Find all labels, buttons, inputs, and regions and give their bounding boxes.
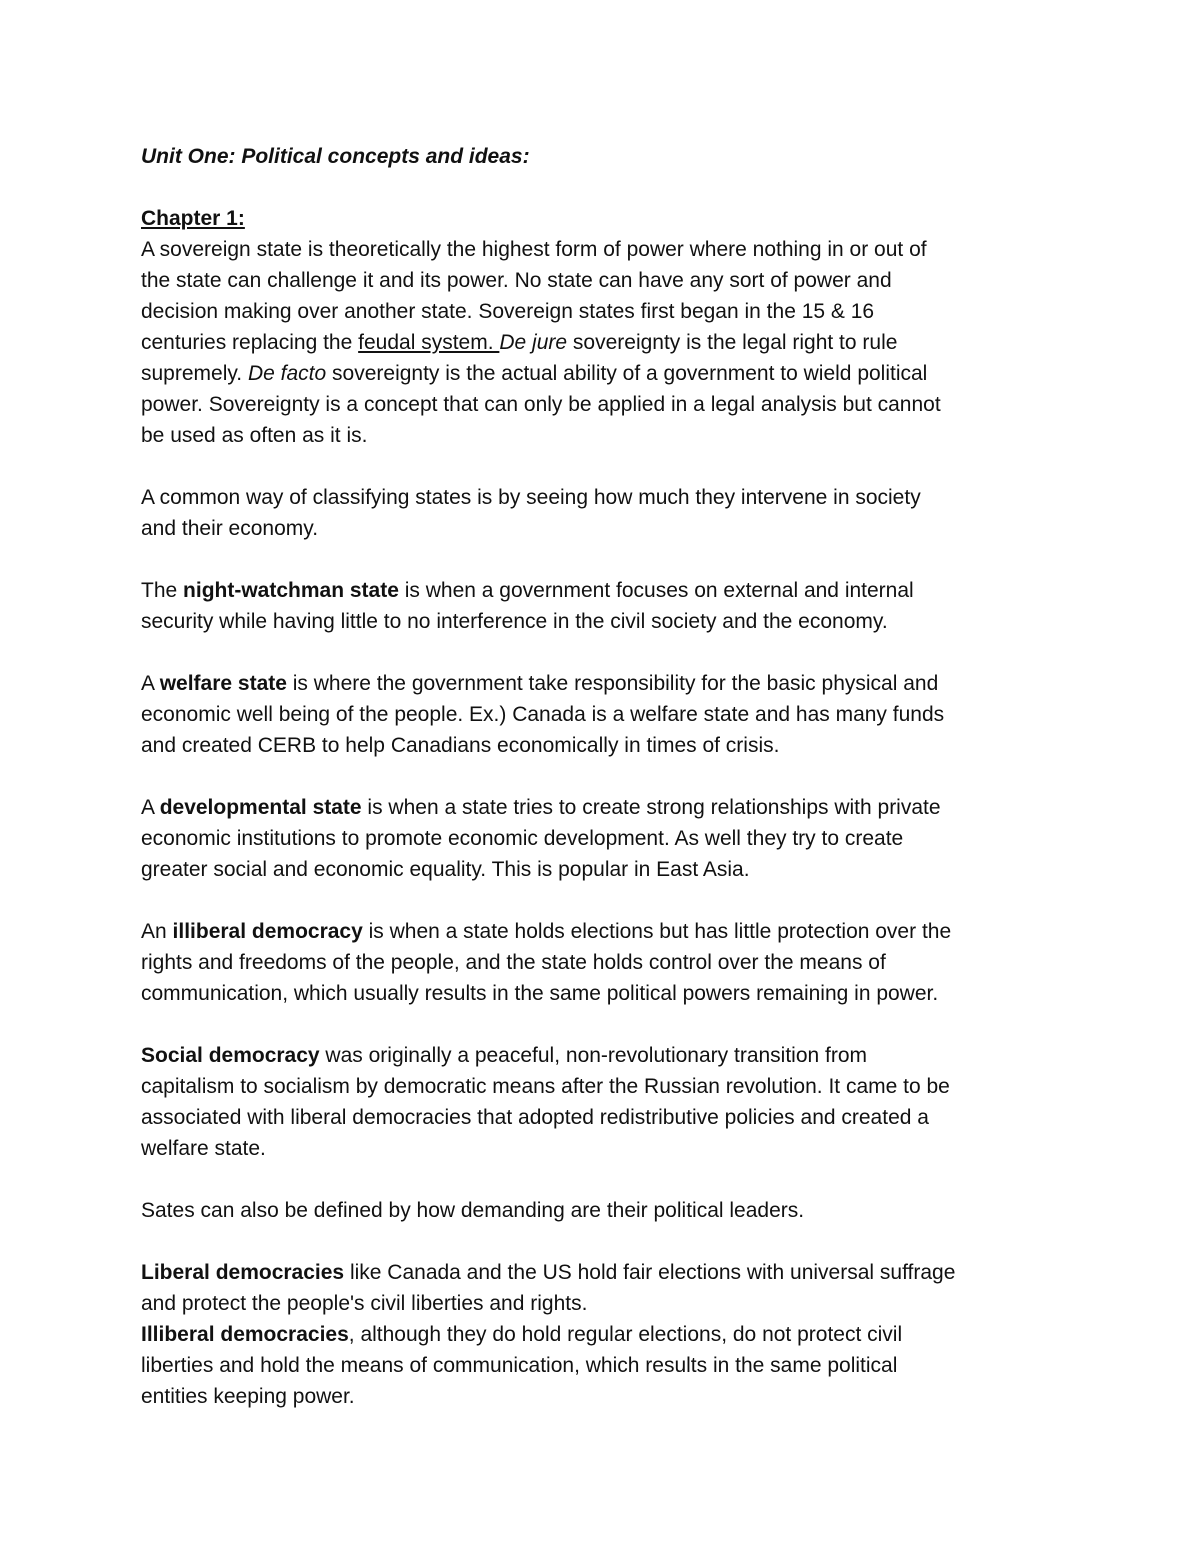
spacer <box>141 1009 1061 1040</box>
spacer <box>141 1226 1061 1257</box>
term-liberal-democracies: Liberal democracies <box>141 1261 345 1284</box>
term-night-watchman-state: night-watchman state <box>183 579 399 602</box>
text-run: A <box>141 796 160 819</box>
de-jure-term: De jure <box>499 331 568 354</box>
page-title: Unit One: Political concepts and ideas: <box>141 145 530 168</box>
paragraph-developmental-state <box>141 792 1061 885</box>
text-line: the state can challenge it and its power. No state can have any sort of power and <box>141 269 892 292</box>
spacer <box>141 885 1061 916</box>
text-run: is when a state tries to create strong relationships with private <box>361 796 941 819</box>
text-line: be used as often as it is. <box>141 424 368 447</box>
text-run: A <box>141 672 160 695</box>
spacer <box>141 637 1061 668</box>
text-line: entities keeping power. <box>141 1385 355 1408</box>
text-run: centuries replacing the <box>141 331 359 354</box>
paragraph-welfare-state <box>141 668 1061 761</box>
paragraph-political-leaders <box>141 1195 1061 1226</box>
text-line: A sovereign state is theoretically the highest form of power where nothing in or out of <box>141 238 927 261</box>
text-line: and created CERB to help Canadians economically in times of crisis. <box>141 734 780 757</box>
text-line <box>141 1319 1061 1350</box>
text-line: decision making over another state. Sovereign states first began in the 15 & 16 <box>141 300 875 323</box>
paragraph-illiberal-democracies <box>141 1319 1061 1412</box>
paragraph-illiberal-democracy <box>141 916 1061 1009</box>
text-line <box>141 668 1061 699</box>
text-line: and their economy. <box>141 517 319 540</box>
paragraph-sovereign-state <box>141 234 1061 451</box>
text-line: and protect the people's civil liberties and rights. <box>141 1292 588 1315</box>
text-line <box>141 916 1061 947</box>
term-illiberal-democracies: Illiberal democracies <box>141 1323 349 1346</box>
spacer <box>141 172 1061 203</box>
text-line: communication, which usually results in the same political powers remaining in power. <box>141 982 939 1005</box>
spacer <box>141 544 1061 575</box>
text-line: Sates can also be defined by how demanding are their political leaders. <box>141 1199 805 1222</box>
text-line: economic institutions to promote economic development. As well they try to create <box>141 827 904 850</box>
paragraph-classifying-states <box>141 482 1061 544</box>
text-line: economic well being of the people. Ex.) Canada is a welfare state and has many funds <box>141 703 945 726</box>
de-facto-term: De facto <box>247 362 327 385</box>
text-line: capitalism to socialism by democratic means after the Russian revolution. It came to be <box>141 1075 950 1098</box>
term-developmental-state: developmental state <box>159 796 362 819</box>
spacer <box>141 1164 1061 1195</box>
paragraph-night-watchman-state <box>141 575 1061 637</box>
text-run: was originally a peaceful, non-revolutionary transition from <box>319 1044 868 1067</box>
text-line: associated with liberal democracies that adopted redistributive policies and created a <box>141 1106 929 1129</box>
text-line <box>141 1257 1061 1288</box>
paragraph-social-democracy <box>141 1040 1061 1164</box>
text-line: rights and freedoms of the people, and the state holds control over the means of <box>141 951 886 974</box>
spacer <box>141 451 1061 482</box>
text-line: A common way of classifying states is by seeing how much they intervene in society <box>141 486 921 509</box>
text-run: supremely. <box>141 362 248 385</box>
text-line <box>141 575 1061 606</box>
text-line <box>141 792 1061 823</box>
text-run: is when a state holds elections but has little protection over the <box>362 920 952 943</box>
text-run: sovereignty is the actual ability of a government to wield political <box>326 362 928 385</box>
feudal-system-underlined: feudal system. <box>358 331 500 354</box>
text-run: is when a government focuses on external and internal <box>398 579 914 602</box>
document-body <box>141 141 1061 1412</box>
text-line: greater social and economic equality. This is popular in East Asia. <box>141 858 750 881</box>
chapter-heading: Chapter 1: <box>141 207 245 230</box>
text-run: sovereignty is the legal right to rule <box>567 331 898 354</box>
text-line: security while having little to no interference in the civil society and the economy. <box>141 610 888 633</box>
term-welfare-state: welfare state <box>159 672 287 695</box>
text-line: welfare state. <box>141 1137 266 1160</box>
text-run: is where the government take responsibility for the basic physical and <box>286 672 939 695</box>
text-run: like Canada and the US hold fair elections with universal suffrage <box>344 1261 956 1284</box>
spacer <box>141 761 1061 792</box>
text-run: The <box>141 579 184 602</box>
term-illiberal-democracy: illiberal democracy <box>172 920 363 943</box>
text-run: An <box>141 920 173 943</box>
text-line <box>141 1040 1061 1071</box>
text-line: power. Sovereignty is a concept that can only be applied in a legal analysis but cannot <box>141 393 941 416</box>
text-run: , although they do hold regular elections, do not protect civil <box>348 1323 903 1346</box>
term-social-democracy: Social democracy <box>141 1044 320 1067</box>
text-line <box>141 358 1061 389</box>
text-line <box>141 327 1061 358</box>
paragraph-liberal-democracies <box>141 1257 1061 1319</box>
text-line: liberties and hold the means of communication, which results in the same political <box>141 1354 898 1377</box>
